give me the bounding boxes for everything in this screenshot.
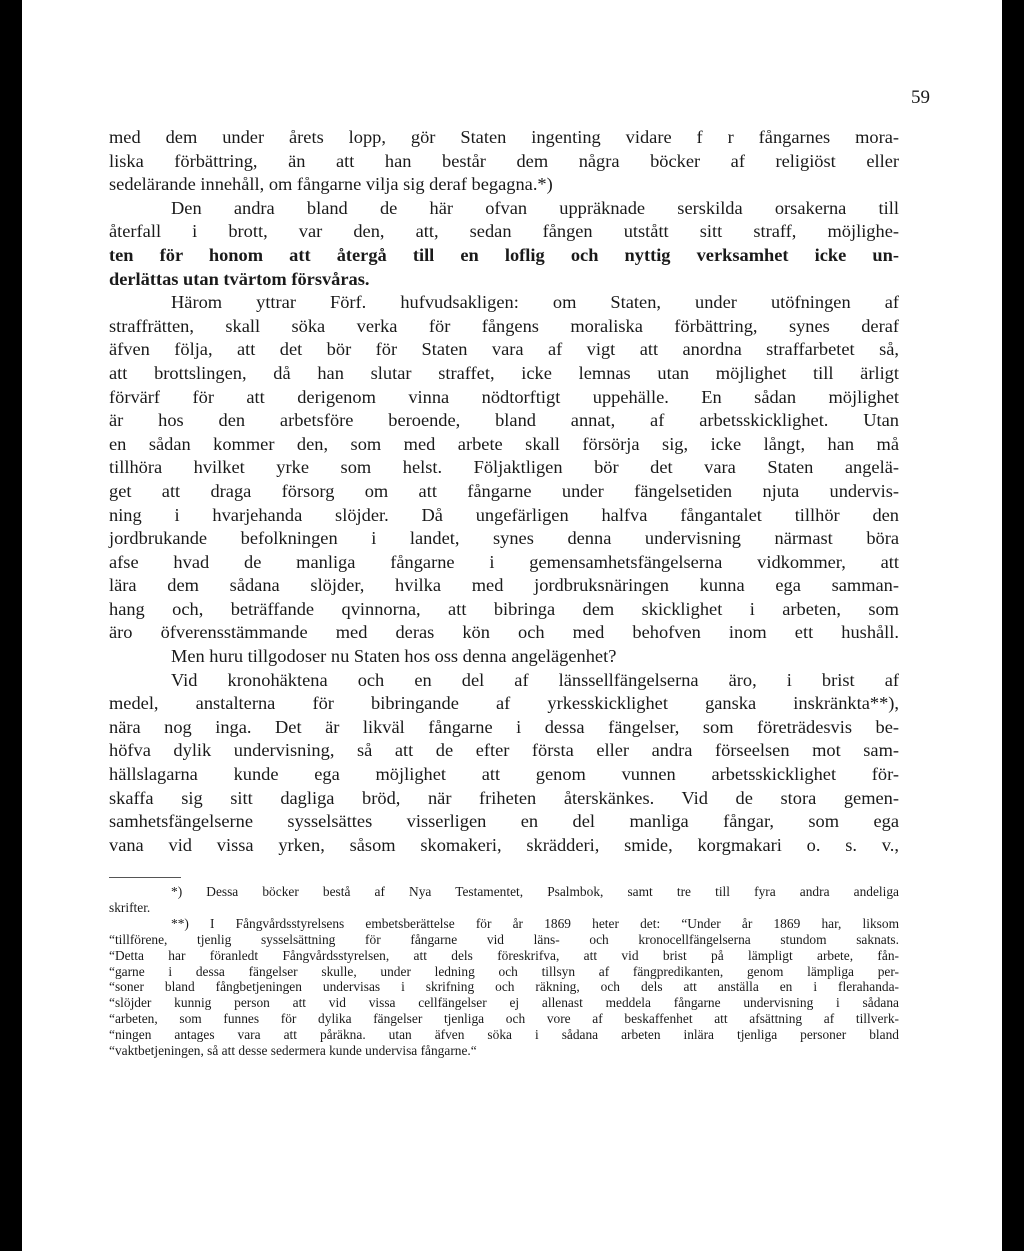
- text-line: hang och, beträffande qvinnorna, att bibringa dem skicklighet i arbeten, som: [109, 598, 899, 619]
- text-line: är hos den arbetsföre beroende, bland annat, af arbetsskicklighet. Utan: [109, 410, 899, 431]
- text-line: tillhöra hvilket yrke som helst. Följaktligen bör det vara Staten angelä-: [109, 457, 899, 478]
- footnote-line: “garne i dessa fängelser skulle, under ledning och tillsyn af fängpredikanten, genom lämpliga per-: [109, 963, 899, 979]
- text-line: att brottslingen, då han slutar straffet, icke lemnas utan möjlighet till ärligt: [109, 362, 899, 383]
- footnote-line: “vaktbetjeningen, så att desse sedermera kunde undervisa fångarne.“: [109, 1043, 477, 1059]
- text-line: återfall i brott, var den, att, sedan fången utstått sitt straff, möjlighe-: [109, 221, 899, 242]
- text-line: förvärf för att derigenom vinna nödtorftigt uppehälle. En sådan möjlighet: [109, 386, 899, 407]
- footnote-line: *) Dessa böcker bestå af Nya Testamentet, Psalmbok, samt tre till fyra andra andeliga: [171, 884, 899, 899]
- book-page: [22, 0, 1002, 1251]
- body-text: [109, 126, 899, 857]
- text-line: äfven följa, att det bör för Staten vara af vigt att anordna straffarbetet så,: [109, 339, 899, 360]
- text-line: medel, anstalterna för bibringande af yrkesskicklighet ganska inskränkta**),: [109, 693, 899, 714]
- text-line: höfva dylik undervisning, så att de efter första eller andra förseelsen mot sam-: [109, 740, 899, 761]
- text-line: Härom yttrar Förf. hufvudsakligen: om Staten, under utöfningen af: [171, 292, 899, 313]
- text-line: en sådan kommer den, som med arbete skall försörja sig, icke långt, han må: [109, 433, 899, 454]
- text-line: samhetsfängelserne sysselsättes visserligen en del manliga fångar, som ega: [109, 811, 899, 832]
- text-line: liska förbättring, än att han består dem några böcker af religiöst eller: [109, 150, 899, 171]
- text-line: ten för honom att återgå till en loflig och nyttig verksamhet icke un-: [109, 244, 899, 265]
- text-line: skaffa sig sitt dagliga bröd, när friheten återskänkes. Vid de stora gemen-: [109, 787, 899, 808]
- text-line: derlättas utan tvärtom försvåras.: [109, 268, 370, 289]
- text-line: straffrätten, skall söka verka för fångens moraliska förbättring, synes deraf: [109, 315, 899, 336]
- text-line: äro öfverensstämmande med deras kön och med behofven inom ett hushåll.: [109, 622, 899, 643]
- footnotes: [109, 884, 899, 1059]
- footnote-separator: [109, 877, 181, 878]
- text-line: afse hvad de manliga fångarne i gemensamhetsfängelserna vidkommer, att: [109, 551, 899, 572]
- text-line: lära dem sådana slöjder, hvilka med jordbruksnäringen kunna ega samman-: [109, 575, 899, 596]
- text-line: jordbrukande befolkningen i landet, synes denna undervisning närmast böra: [109, 528, 899, 549]
- text-line: Den andra bland de här ofvan uppräknade serskilda orsakerna till: [171, 197, 899, 218]
- text-line: get att draga försorg om att fångarne under fängelsetiden njuta undervis-: [109, 480, 899, 501]
- text-line: Men huru tillgodoser nu Staten hos oss denna angelägenhet?: [171, 646, 617, 667]
- footnote-line: “arbeten, som funnes för dylika fängelser tjenliga och vore af beskaffenhet att afsättning af tillverk-: [109, 1011, 899, 1027]
- text-line: ning i hvarjehanda slöjder. Då ungefärligen halfva fångantalet tillhör den: [109, 504, 899, 525]
- text-line: nära nog inga. Det är likväl fångarne i dessa fängelser, som företrädesvis be-: [109, 716, 899, 737]
- footnote-line: “Detta har föranledt Fångvårdsstyrelsen, att dels föreskrifva, att vid brist på lämpligt arbete, fån-: [109, 947, 899, 963]
- text-line: hällslagarna kunde ega möjlighet att genom vunnen arbetsskicklighet för-: [109, 764, 899, 785]
- footnote-line: skrifter.: [109, 899, 151, 915]
- text-line: vana vid vissa yrken, såsom skomakeri, skrädderi, smide, korgmakari o. s. v.,: [109, 834, 899, 855]
- footnote-line: “ningen antages vara att påräkna. utan äfven söka i sådana arbeten inlära tjenliga personer bland: [109, 1027, 899, 1043]
- text-line: Vid kronohäktena och en del af länssellfängelserna äro, i brist af: [171, 669, 899, 690]
- footnote-line: **) I Fångvårdsstyrelsens embetsberättelse för år 1869 heter det: “Under år 1869 har, liksom: [171, 915, 899, 931]
- footnote-line: “slöjder kunnig person att vid vissa cellfängelser ej allenast meddela fångarne undervisning i sådana: [109, 995, 899, 1011]
- text-line: med dem under årets lopp, gör Staten ingenting vidare f r fångarnes mora-: [109, 127, 899, 147]
- page-number: 59: [911, 87, 930, 108]
- footnote-line: “tillförene, tjenlig sysselsättning för fångarne vid läns- och kronocellfängelserna stundom saknats.: [109, 931, 899, 947]
- text-line: sedelärande innehåll, om fångarne vilja sig deraf begagna.*): [109, 174, 553, 195]
- footnote-line: “soner bland fångbetjeningen undervisas i skrifning och räkning, och dels att anställa en i flerahanda-: [109, 979, 899, 995]
